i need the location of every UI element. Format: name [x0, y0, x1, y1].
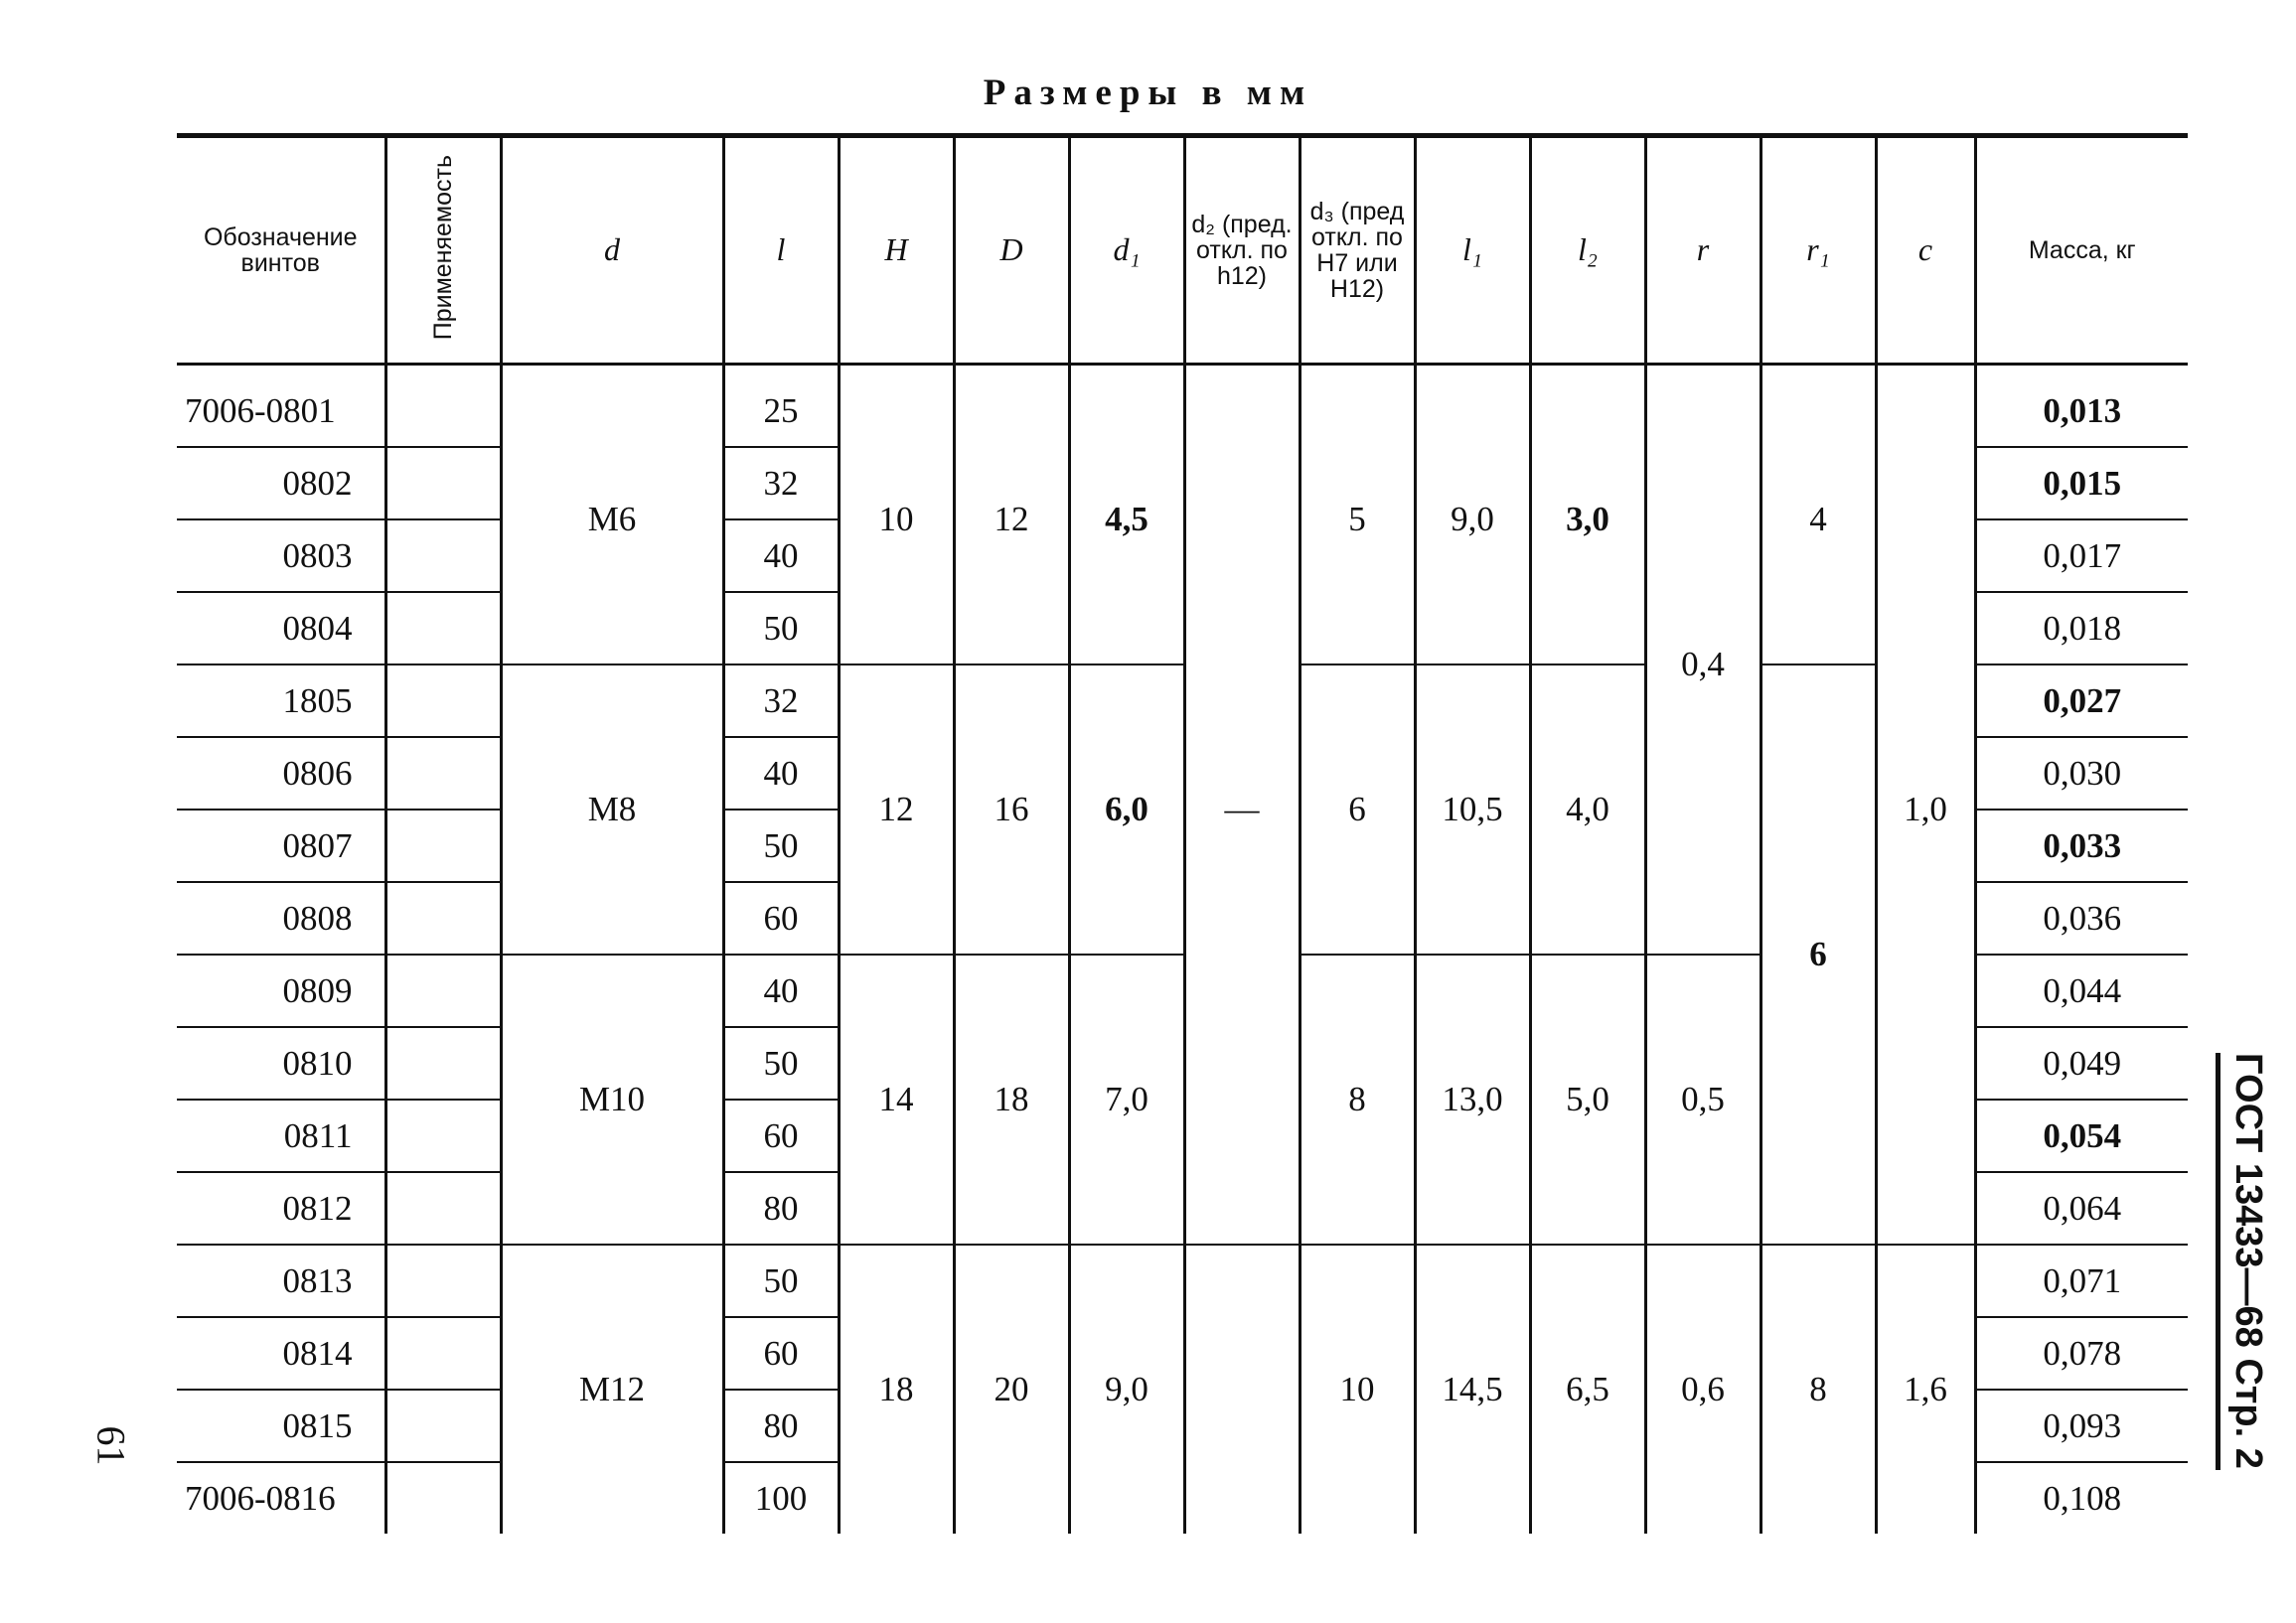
applicability-cell	[385, 1100, 501, 1172]
table-row	[177, 1245, 2188, 1317]
applicability-cell	[385, 1245, 501, 1317]
header-l1: l₁	[1415, 136, 1530, 365]
l1-cell: 9,0	[1415, 365, 1530, 665]
l1-cell: 14,5	[1415, 1245, 1530, 1534]
applicability-cell	[385, 1027, 501, 1100]
l-cell: 80	[723, 1390, 839, 1462]
designation-cell: 0810	[177, 1027, 385, 1100]
applicability-cell	[385, 810, 501, 882]
l-cell: 40	[723, 737, 839, 810]
designation-cell: 0812	[177, 1172, 385, 1245]
designation-cell: 0815	[177, 1390, 385, 1462]
d1-cell: 7,0	[1069, 955, 1184, 1245]
header-d1: d₁	[1069, 136, 1184, 365]
applicability-cell	[385, 365, 501, 448]
l-cell: 100	[723, 1462, 839, 1534]
d-cell: M10	[501, 955, 723, 1245]
l2-cell: 6,5	[1530, 1245, 1645, 1534]
D-cell: 20	[954, 1245, 1069, 1534]
applicability-cell	[385, 1317, 501, 1390]
d-cell: M6	[501, 365, 723, 665]
designation-cell: 0803	[177, 519, 385, 592]
applicability-cell	[385, 1390, 501, 1462]
mass-cell: 0,015	[1975, 447, 2188, 519]
r-cell: 0,4	[1645, 365, 1760, 956]
page-number: 61	[88, 1425, 134, 1466]
header-l2: l₂	[1530, 136, 1645, 365]
header-designation: Обозначение винтов	[177, 136, 385, 365]
page-title: Размеры в мм	[983, 73, 1313, 113]
mass-cell: 0,036	[1975, 882, 2188, 955]
designation-cell: 0814	[177, 1317, 385, 1390]
d1-cell: 6,0	[1069, 664, 1184, 955]
header-l: l	[723, 136, 839, 365]
header-d3: d₃ (пред откл. по H7 или H12)	[1300, 136, 1415, 365]
designation-cell: 7006-0801	[177, 365, 385, 448]
d1-cell: 9,0	[1069, 1245, 1184, 1534]
c-cell: 1,6	[1876, 1245, 1975, 1534]
l1-cell: 10,5	[1415, 664, 1530, 955]
applicability-cell	[385, 955, 501, 1027]
H-cell: 10	[839, 365, 954, 665]
applicability-cell	[385, 519, 501, 592]
l-cell: 50	[723, 592, 839, 664]
H-cell: 12	[839, 664, 954, 955]
designation-cell: 0806	[177, 737, 385, 810]
l-cell: 60	[723, 1100, 839, 1172]
r-cell: 0,6	[1645, 1245, 1760, 1534]
header-r1: r₁	[1760, 136, 1876, 365]
r1-cell: 8	[1760, 1245, 1876, 1534]
mass-cell: 0,108	[2043, 1478, 2122, 1518]
mass-cell: 0,027	[1975, 664, 2188, 737]
header-H: H	[839, 136, 954, 365]
designation-cell: 0811	[177, 1100, 385, 1172]
d2-cell: —	[1184, 365, 1300, 1246]
header-mass: Масса, кг	[1975, 136, 2188, 365]
d1-cell: 4,5	[1069, 365, 1184, 665]
table-row	[177, 365, 2188, 448]
d3-cell: 8	[1300, 955, 1415, 1245]
applicability-cell	[385, 737, 501, 810]
applicability-cell	[385, 882, 501, 955]
designation-cell: 0804	[177, 592, 385, 664]
l-cell: 32	[723, 664, 839, 737]
designation-cell: 1805	[177, 664, 385, 737]
applicability-cell	[385, 1462, 501, 1534]
l-cell: 60	[723, 882, 839, 955]
dimensions-table	[177, 133, 2188, 1534]
l-cell: 50	[723, 1245, 839, 1317]
applicability-cell	[385, 664, 501, 737]
designation-cell: 0813	[177, 1245, 385, 1317]
r1-cell: 4	[1760, 365, 1876, 665]
d3-cell: 10	[1300, 1245, 1415, 1534]
header-applicability-text: Применяемость	[428, 155, 457, 341]
d3-cell: 5	[1300, 365, 1415, 665]
mass-cell: 0,044	[1975, 955, 2188, 1027]
H-cell: 18	[839, 1245, 954, 1534]
c-cell: 1,0	[1876, 365, 1975, 1246]
mass-cell: 0,013	[1975, 365, 2188, 448]
mass-cell: 0,049	[1975, 1027, 2188, 1100]
l2-cell: 5,0	[1530, 955, 1645, 1245]
header-applicability	[385, 136, 501, 365]
D-cell: 16	[954, 664, 1069, 955]
r1-cell: 6	[1760, 664, 1876, 1245]
l2-cell: 3,0	[1530, 365, 1645, 665]
l-cell: 80	[723, 1172, 839, 1245]
mass-cell: 0,064	[1975, 1172, 2188, 1245]
designation-cell: 0809	[177, 955, 385, 1027]
l-cell: 32	[723, 447, 839, 519]
header-D: D	[954, 136, 1069, 365]
applicability-cell	[385, 1172, 501, 1245]
mass-cell: 0,071	[1975, 1245, 2188, 1317]
H-cell: 14	[839, 955, 954, 1245]
header-d2: d₂ (пред. откл. по h12)	[1184, 136, 1300, 365]
mass-cell: 0,078	[1975, 1317, 2188, 1390]
l-cell: 60	[723, 1317, 839, 1390]
l-cell: 40	[723, 519, 839, 592]
D-cell: 18	[954, 955, 1069, 1245]
designation-cell: 7006-0816	[177, 1462, 385, 1534]
l1-cell: 13,0	[1415, 955, 1530, 1245]
d2-cell-blank	[1184, 1245, 1300, 1534]
l-cell: 40	[723, 955, 839, 1027]
designation-cell: 0807	[177, 810, 385, 882]
d-cell: M8	[501, 664, 723, 955]
d-cell: M12	[501, 1245, 723, 1534]
mass-cell: 0,017	[1975, 519, 2188, 592]
mass-cell: 0,093	[1975, 1390, 2188, 1462]
designation-cell: 0808	[177, 882, 385, 955]
standard-side-label: ГОСТ 13433—68 Стр. 2	[2216, 1053, 2269, 1470]
l-cell: 25	[723, 365, 839, 448]
header-c: c	[1876, 136, 1975, 365]
r-cell: 0,5	[1645, 955, 1760, 1245]
l-cell: 50	[723, 1027, 839, 1100]
D-cell: 12	[954, 365, 1069, 665]
applicability-cell	[385, 447, 501, 519]
mass-cell: 0,054	[1975, 1100, 2188, 1172]
mass-cell: 0,018	[1975, 592, 2188, 664]
l2-cell: 4,0	[1530, 664, 1645, 955]
mass-cell: 0,033	[1975, 810, 2188, 882]
header-row	[177, 136, 2188, 365]
d3-cell: 6	[1300, 664, 1415, 955]
header-r: r	[1645, 136, 1760, 365]
l-cell: 50	[723, 810, 839, 882]
header-d: d	[501, 136, 723, 365]
mass-cell: 0,030	[1975, 737, 2188, 810]
designation-cell: 0802	[177, 447, 385, 519]
applicability-cell	[385, 592, 501, 664]
